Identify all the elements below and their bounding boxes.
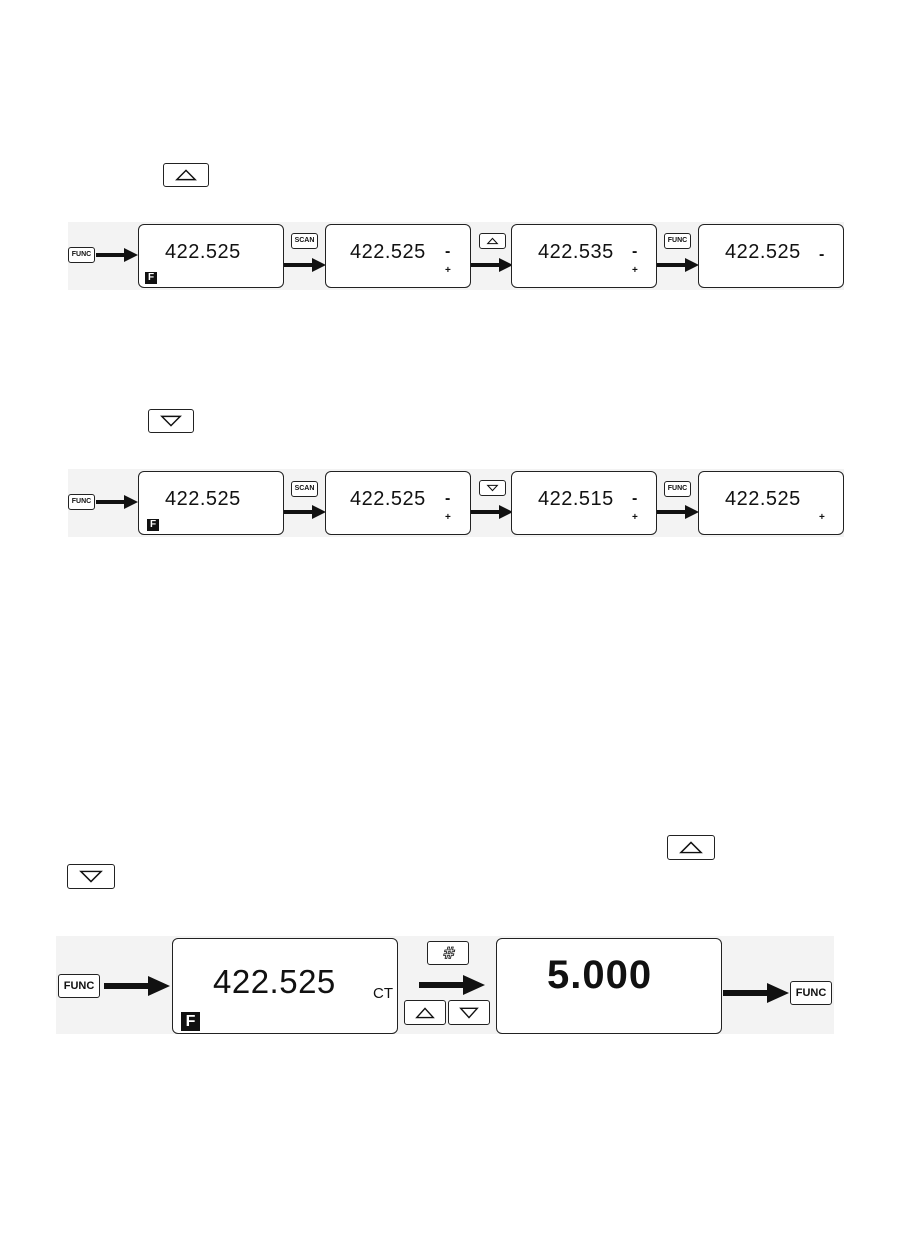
scan-key-row1[interactable]: SCAN [291,233,318,249]
down-key-row3[interactable] [448,1000,490,1025]
ctcss-value-readout: 5.000 [547,953,653,997]
down-triangle-icon [449,1001,489,1024]
frequency-readout: 422.515 [538,488,614,510]
frequency-readout: 422.525 [165,488,241,510]
func-key-row2-end[interactable]: FUNC [664,481,691,497]
up-triangle-icon [405,1001,445,1024]
down-key-standalone-2[interactable] [148,409,194,433]
arrow-right-icon [96,248,138,262]
up-key-row1[interactable] [479,233,506,249]
arrow-right-icon [284,258,326,272]
function-badge: F [181,1012,200,1031]
shift-plus-indicator: + [632,265,638,276]
arrow-right-icon [96,495,138,509]
arrow-right-icon [657,505,699,519]
down-triangle-icon [149,410,193,432]
shift-minus-indicator: - [819,246,825,263]
shift-plus-indicator: + [819,512,825,523]
arrow-right-icon [419,975,485,995]
shift-minus-indicator: - [632,243,638,260]
shift-minus-indicator: - [632,490,638,507]
shift-minus-indicator: - [445,243,451,260]
shift-plus-indicator: + [445,512,451,523]
lcd-display-row2-2 [325,471,471,535]
arrow-right-icon [471,505,513,519]
up-key-row3[interactable] [404,1000,446,1025]
arrow-right-icon [471,258,513,272]
func-key-row3[interactable]: FUNC [58,974,100,998]
down-key-standalone-3[interactable] [67,864,115,889]
down-key-row2[interactable] [479,480,506,496]
frequency-readout: 422.525 [213,963,336,1000]
arrow-right-icon [284,505,326,519]
up-triangle-icon [668,836,714,859]
shift-plus-indicator: + [632,512,638,523]
lcd-display-row2-3 [511,471,657,535]
lcd-display-row1-1 [138,224,284,288]
func-key-row3-end[interactable]: FUNC [790,981,832,1005]
arrow-right-icon [104,976,170,996]
function-badge: F [145,272,157,284]
hash-icon [428,942,468,964]
lcd-display-row3-1 [172,938,398,1034]
up-triangle-icon [480,234,505,248]
ctcss-indicator: CT [373,985,393,1002]
shift-minus-indicator: - [445,490,451,507]
up-triangle-icon [164,164,208,186]
lcd-display-row2-4 [698,471,844,535]
down-triangle-icon [480,481,505,495]
lcd-display-row2-1 [138,471,284,535]
frequency-readout: 422.525 [165,241,241,263]
lcd-display-row1-4 [698,224,844,288]
lcd-display-row1-3 [511,224,657,288]
shift-plus-indicator: + [445,265,451,276]
frequency-readout: 422.535 [538,241,614,263]
svg-text:#: # [442,944,454,963]
func-key-row1-end[interactable]: FUNC [664,233,691,249]
frequency-readout: 422.525 [350,241,426,263]
lcd-display-row1-2 [325,224,471,288]
frequency-readout: 422.525 [350,488,426,510]
up-key-standalone-3[interactable] [667,835,715,860]
down-triangle-icon [68,865,114,888]
func-key-row2[interactable]: FUNC [68,494,95,510]
scan-key-row2[interactable]: SCAN [291,481,318,497]
frequency-readout: 422.525 [725,241,801,263]
func-key-row1[interactable]: FUNC [68,247,95,263]
lcd-display-row3-2 [496,938,722,1034]
arrow-right-icon [723,983,789,1003]
up-key-standalone-1[interactable] [163,163,209,187]
arrow-right-icon [657,258,699,272]
function-badge: F [147,519,159,531]
frequency-readout: 422.525 [725,488,801,510]
hash-key-row3[interactable] [427,941,469,965]
